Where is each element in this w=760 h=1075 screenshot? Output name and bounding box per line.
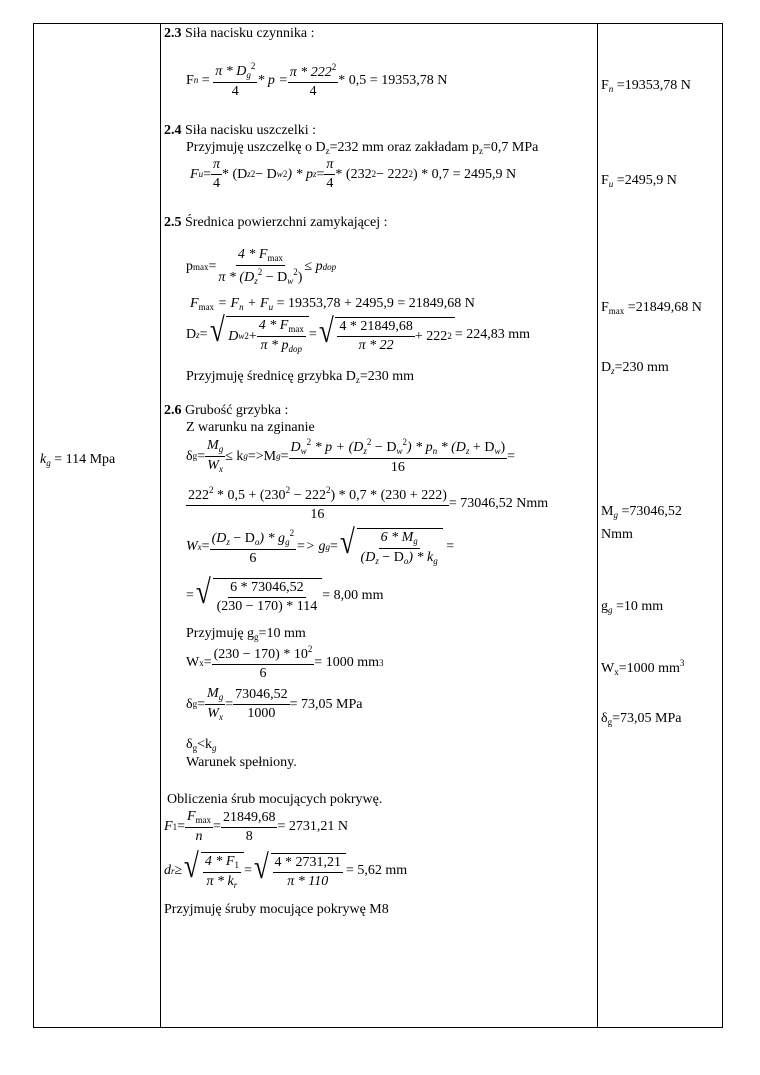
accept-gg: Przyjmuję $g_g=10$ mm xyxy=(186,626,306,642)
stress-condition: $\delta_g<k_g$ xyxy=(186,737,217,753)
result-dz: $D_z=230$ mm xyxy=(601,360,669,376)
result-gg: $g_g =10$ mm xyxy=(601,599,664,615)
equation-dr: d r ≥ √ $\frac{4 * F_1}{\pi * k_r}$ = √ $\frac{4 * 2731,21}{\pi * 110}$ = 5,62 mm xyxy=(164,848,408,890)
result-wx: $W_x=1000$ $mm^3$ xyxy=(601,658,685,677)
section-2-5-title: 2.5 Średnica powierzchni zamykającej : xyxy=(164,215,388,230)
result-fmax: $F_{max} =21849,68$ N xyxy=(601,300,702,316)
kg-value: $k_g = 114$ Mpa xyxy=(40,452,116,468)
result-fu: $F_u =2495,9$ N xyxy=(601,173,677,189)
condition-satisfied: Warunek spełniony. xyxy=(186,755,297,770)
result-delta-g: $\delta_g=73,05$ MPa xyxy=(601,711,682,727)
equation-fn: F n = $\frac{\pi * D_g^2}{4}$ * p = $\frac{\pi * 222^2}{4}$ * 0,5 = 19353,78 N xyxy=(186,61,448,99)
result-fn: $F_n =19353,78$ N xyxy=(601,78,691,94)
bending-condition-label: Z warunku na zginanie xyxy=(186,420,315,435)
equation-mg-numeric: $\frac{222^2 * 0,5 + (230^2 - 222^2) * 0,7 * (230 + 222)}{16}$ = 73046,52 Nmm xyxy=(188,485,549,522)
accept-bolts: Przyjmuję śruby mocujące pokrywę M8 xyxy=(164,902,389,917)
equation-dz: D z = √ D w 2 + $\frac{4 * F_{max}}{\pi * p_{dop}}$ = √ $\frac{4 * 21849,68}{\pi * 22}$ + 222 2 = 224,83 mm xyxy=(186,312,530,354)
result-mg-unit: Nmm xyxy=(601,527,633,542)
result-mg: $M_g =73046,52$ xyxy=(601,504,682,520)
column-divider-left xyxy=(160,24,161,1027)
section-2-6-title: 2.6 Grubość grzybka : xyxy=(164,403,289,418)
equation-f1: F 1 = $\frac{F_{max}}{n}$ = $\frac{21849,68}{8}$ = 2731,21 N xyxy=(164,809,348,844)
accept-dz: Przyjmuję średnicę grzybka $D_z=230$ mm xyxy=(186,369,415,385)
bolts-title: Obliczenia śrub mocujących pokrywę. xyxy=(167,792,383,807)
equation-mg: δ g = $\frac{M_g}{W_x}$ ≤ k g =>M g = $\frac{D_w^2 * p + (D_z^2 - D_w^2) * p_n * (D_z + D_w)}{16}$ = xyxy=(186,437,516,475)
equation-wx-numeric: W x = $\frac{(230 - 170) * 10^2}{6}$ = 1000 mm 3 xyxy=(186,644,384,681)
section-2-3-title: 2.3 Siła nacisku czynnika : xyxy=(164,26,315,41)
equation-fmax: $F_{max} = F_n + F_u = 19353,78 + 2495,9 = 21849,68$ N xyxy=(190,296,475,312)
column-divider-right xyxy=(597,24,598,1027)
section-2-4-title: 2.4 Siła nacisku uszczelki : xyxy=(164,123,317,138)
equation-delta-g: δ g = $\frac{M_g}{W_x}$ = $\frac{73046,52}{1000}$ = 73,05 MPa xyxy=(186,686,363,722)
gasket-assumption: Przyjmuję uszczelkę o $D_z=232$ mm oraz zakładam $p_z=0,7$ MPa xyxy=(186,140,539,156)
equation-pmax: p max = $\frac{4 * F_{max}}{\pi * (D_z^2 - D_w^2)}$ ≤ p dop xyxy=(186,247,337,286)
equation-fu: F u = $\frac{\pi}{4}$ * (D z 2 − D w 2 ) * p z = $\frac{\pi}{4}$ * (232 2 − 222 2 ) * 0,7 = 2495,9 N xyxy=(190,157,517,191)
equation-wx-gg: W x = $\frac{(D_z - D_o) * g_g^2}{6}$ => g g = √ $\frac{6 * M_g}{(D_z - D_o) * k_g}$ = xyxy=(186,524,455,566)
equation-gg-numeric: = √ $\frac{6 * 73046,52}{(230 - 170) * 114}$ = 8,00 mm xyxy=(186,574,384,614)
